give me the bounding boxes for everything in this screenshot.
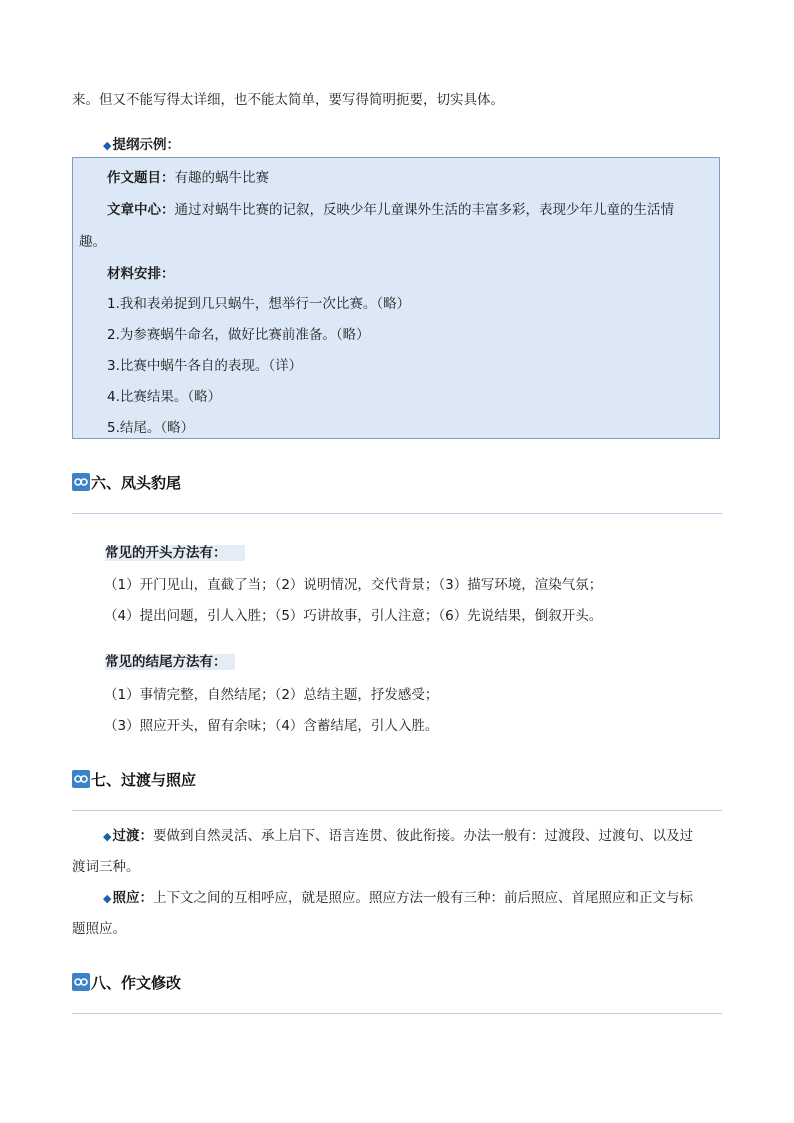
opening-methods-line: （1）开门见山，直截了当；（2）说明情况，交代背景；（3）描写环境，渲染气氛； [104, 577, 603, 593]
echo-paragraph [103, 886, 693, 906]
section-title: 七、过渡与照应 [91, 771, 197, 789]
outline-center-value: 通过对蜗牛比赛的记叙，反映少年儿童课外生活的丰富多彩，表现少年儿童的生活情 [174, 202, 674, 218]
section-title: 八、作文修改 [91, 974, 182, 992]
outline-item: 3.比赛中蜗牛各自的表现。（详） [107, 358, 303, 374]
intro-paragraph: 来。但又不能写得太详细，也不能太简单，要写得简明扼要，切实具体。 [72, 92, 504, 108]
section-title: 六、凤头豹尾 [91, 474, 182, 492]
section-header-6 [72, 467, 722, 514]
ending-methods-line: （3）照应开头，留有余味；（4）含蓄结尾，引人入胜。 [104, 718, 439, 734]
outline-item: 1.我和表弟捉到几只蜗牛，想举行一次比赛。（略） [107, 296, 411, 312]
outline-item: 2.为参赛蜗牛命名，做好比赛前准备。（略） [107, 327, 370, 343]
diamond-icon: ◆ [103, 830, 112, 843]
outline-example-box [72, 157, 720, 439]
section-header-8 [72, 967, 722, 1014]
outline-item: 4.比赛结果。（略） [107, 389, 222, 405]
outline-title-row [107, 166, 269, 186]
transition-paragraph [103, 824, 693, 844]
outline-title-value: 有趣的蜗牛比赛 [174, 170, 269, 186]
outline-heading: ◆提纲示例： [103, 137, 180, 153]
echo-continued: 题照应。 [72, 921, 126, 937]
opening-methods-line: （4）提出问题，引人入胜；（5）巧讲故事，引人注意；（6）先说结果，倒叙开头。 [104, 608, 603, 624]
outline-center-continued: 趣。 [79, 234, 106, 250]
ending-methods-heading: 常见的结尾方法有： [105, 650, 235, 670]
ending-methods-line: （1）事情完整，自然结尾；（2）总结主题，抒发感受； [104, 687, 439, 703]
link-icon [72, 473, 90, 491]
transition-text: 要做到自然灵活、承上启下、语言连贯、彼此衔接。办法一般有：过渡段、过渡句、以及过 [152, 828, 693, 844]
opening-methods-heading: 常见的开头方法有： [105, 541, 245, 561]
outline-item: 5.结尾。（略） [107, 420, 195, 436]
echo-text: 上下文之间的互相呼应，就是照应。照应方法一般有三种：前后照应、首尾照应和正文与标 [152, 890, 693, 906]
outline-material-label: 材料安排： [107, 266, 175, 282]
outline-title-label: 作文题目： [107, 170, 175, 186]
transition-continued: 渡词三种。 [72, 859, 140, 875]
outline-center-label: 文章中心： [107, 202, 175, 218]
outline-center-row [107, 198, 674, 218]
diamond-icon: ◆ [103, 892, 112, 905]
section-header-7 [72, 764, 722, 811]
diamond-icon: ◆ [103, 139, 112, 152]
transition-label: 过渡： [112, 828, 153, 844]
link-icon [72, 770, 90, 788]
link-icon [72, 973, 90, 991]
echo-label: 照应： [112, 890, 153, 906]
